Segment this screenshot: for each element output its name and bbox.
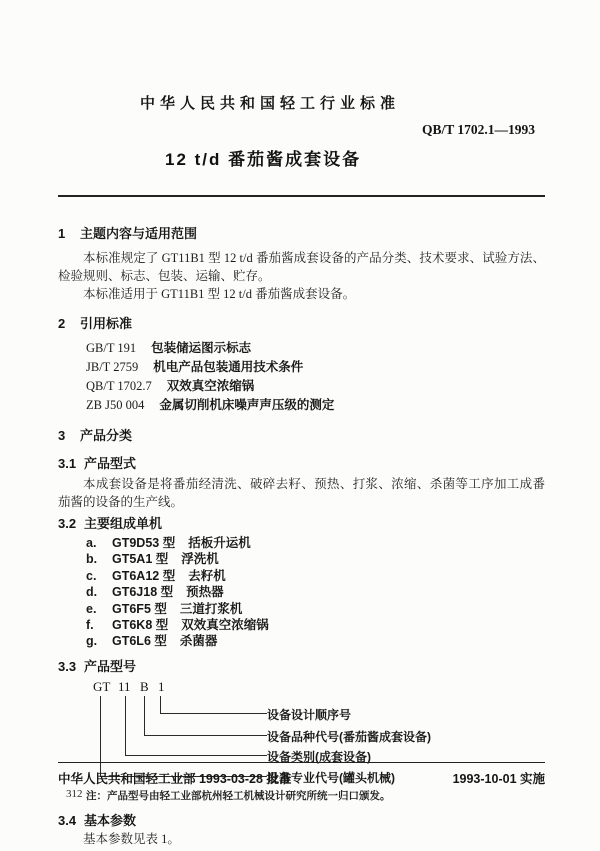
connector-line [100,696,267,777]
standard-org-line: 中华人民共和国轻工行业标准 [140,95,401,112]
section3-heading [58,425,545,444]
section31-number: 3.1 [58,456,77,471]
machine-name: 浮洗机 [181,552,219,567]
section33-number: 3.3 [58,658,77,674]
machine-name: 预热器 [186,585,224,600]
section32-number: 3.2 [58,516,77,531]
machine-model: GT6J18 型 [112,585,174,600]
machine-item [86,568,545,584]
header-rule [58,195,545,197]
machine-name: 去籽机 [188,568,226,583]
section1-title: 主题内容与适用范围 [80,226,198,241]
machine-letter: b. [86,552,98,567]
model-code-part: 1 [158,678,165,694]
model-code-diagram [58,678,545,785]
section31-heading [58,453,545,472]
machine-model: GT9D53 型 [112,536,176,550]
approval-text: 中华人民共和国轻工业部 1993-03-28 批准 [58,772,292,786]
reference-code: QB/T 1702.7 [86,379,152,393]
model-code-label: 设备品种代号(番茄酱成套设备) [267,729,431,744]
machine-model: GT5A1 型 [112,552,169,567]
section34-paragraph: 基本参数见表 1。 [83,831,180,846]
section1-heading [58,223,545,242]
page-number: 312 [66,788,83,800]
section3-title: 产品分类 [80,428,133,443]
machine-item [86,617,545,633]
model-code-label: 设备类别(成套设备) [267,749,371,764]
model-code-label: 设备专业代号(罐头机械) [267,770,395,785]
model-code-part: 11 [118,678,131,694]
machine-letter: e. [86,601,97,616]
reference-code: GB/T 191 [86,341,137,355]
machine-name: 括板升运机 [188,536,251,550]
section1-number: 1 [58,226,66,241]
machine-letter: f. [86,618,94,633]
machine-name: 杀菌器 [179,634,218,649]
section34-heading [58,810,545,829]
reference-code: JB/T 2759 [86,360,139,374]
section2-title: 引用标准 [80,316,133,331]
model-code-note: 注：产品型号由轻工业部杭州轻工机械设计研究所统一归口颁发。 [86,789,391,802]
section2-number: 2 [58,316,66,331]
model-code-part: B [140,678,149,694]
model-code-label: 设备设计顺序号 [267,707,352,722]
footer-rule [58,762,545,763]
section32-heading [58,513,545,532]
machine-item [86,601,545,617]
section32-title: 主要组成单机 [84,516,163,531]
doc-number: QB/T 1702.1—1993 [421,122,535,137]
section34-number: 3.4 [58,812,77,828]
doc-title: 12 t/d 番茄酱成套设备 [165,150,362,169]
machine-model: GT6A12 型 [112,568,176,583]
reference-item [86,358,545,377]
model-code-part: GT [93,678,111,694]
machine-item [86,633,545,649]
reference-title: 机电产品包装通用技术条件 [153,360,304,374]
machine-letter: c. [86,568,97,583]
section1-paragraph2: 本标准适用于 GT11B1 型 12 t/d 番茄酱成套设备。 [83,287,356,301]
machine-model: GT6K8 型 [112,618,169,633]
reference-list [58,339,545,415]
section1-paragraph1: 本标准规定了 GT11B1 型 12 t/d 番茄酱成套设备的产品分类、技术要求、试验方法、检验规则、标志、包装、运输、贮存。 [58,251,545,283]
machine-letter: a. [86,536,97,550]
reference-item [86,339,545,358]
reference-title: 双效真空浓缩锅 [166,379,255,393]
machine-list [58,535,545,650]
reference-item [86,396,545,415]
machine-letter: d. [86,585,98,600]
section33-heading [58,656,545,675]
section2-heading [58,313,545,332]
implementation-text: 1993-10-01 实施 [452,772,545,786]
reference-title: 金属切削机床噪声声压级的测定 [159,398,335,412]
machine-letter: g. [86,634,98,649]
reference-code: ZB J50 004 [86,398,145,412]
footer [58,769,545,787]
reference-item [86,377,545,396]
reference-title: 包装储运图示标志 [151,341,252,355]
machine-name: 三道打浆机 [179,601,243,616]
machine-item [86,535,545,551]
section3-number: 3 [58,428,66,443]
machine-item [86,551,545,567]
section31-paragraph: 本成套设备是将番茄经清洗、破碎去籽、预热、打浆、浓缩、杀菌等工序加工成番茄酱的设备的生产线。 [58,477,545,509]
machine-name: 双效真空浓缩锅 [181,618,269,633]
machine-model: GT6F5 型 [112,601,167,616]
section31-title: 产品型式 [84,456,137,471]
section33-title: 产品型号 [84,658,137,674]
machine-model: GT6L6 型 [112,634,167,649]
machine-item [86,584,545,600]
section34-title: 基本参数 [84,812,137,828]
